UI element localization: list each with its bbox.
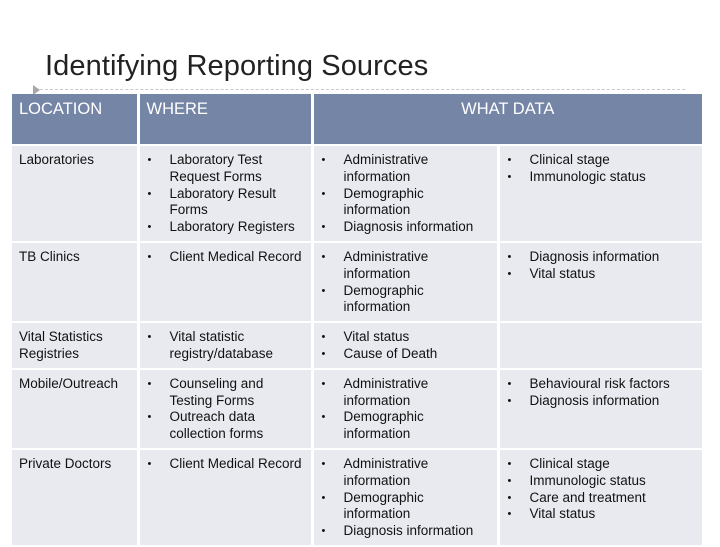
list-item: • Care and treatment xyxy=(507,490,697,507)
location-cell: Mobile/Outreach xyxy=(12,369,138,449)
location-cell: Private Doctors xyxy=(12,449,138,546)
data2-cell xyxy=(498,449,702,546)
list-item: • Demographic information xyxy=(321,409,491,443)
table-row xyxy=(12,145,702,242)
where-list xyxy=(147,249,305,266)
where-list xyxy=(147,376,305,443)
list-item: • Administrative information xyxy=(321,456,491,490)
table-row xyxy=(12,322,702,369)
data1-cell xyxy=(312,449,498,546)
list-item: • Demographic information xyxy=(321,186,491,220)
where-cell xyxy=(138,369,312,449)
where-cell xyxy=(138,242,312,322)
list-item: • Client Medical Record xyxy=(147,456,305,473)
table-row xyxy=(12,449,702,546)
table-body xyxy=(12,145,702,546)
list-item: • Diagnosis information xyxy=(507,393,697,410)
title-divider xyxy=(40,89,685,90)
location-cell: Laboratories xyxy=(12,145,138,242)
data1-list xyxy=(321,456,491,540)
data2-list xyxy=(507,152,697,186)
data2-cell xyxy=(498,369,702,449)
data2-cell xyxy=(498,242,702,322)
list-item: • Laboratory Registers xyxy=(147,219,305,236)
list-item: • Administrative information xyxy=(321,152,491,186)
where-list xyxy=(147,456,305,473)
location-cell: TB Clinics xyxy=(12,242,138,322)
list-item: • Vital status xyxy=(507,506,697,523)
list-item: • Laboratory Result Forms xyxy=(147,186,305,220)
list-item: • Counseling and Testing Forms xyxy=(147,376,305,410)
location-cell: Vital Statistics Registries xyxy=(12,322,138,369)
where-cell xyxy=(138,322,312,369)
list-item: • Vital status xyxy=(321,329,491,346)
where-cell xyxy=(138,449,312,546)
list-item: • Behavioural risk factors xyxy=(507,376,697,393)
list-item: • Cause of Death xyxy=(321,346,491,363)
list-item: • Diagnosis information xyxy=(507,249,697,266)
list-item: • Vital status xyxy=(507,266,697,283)
data1-list xyxy=(321,329,491,363)
data1-cell xyxy=(312,145,498,242)
reporting-sources-table xyxy=(12,94,702,547)
list-item: • Immunologic status xyxy=(507,473,697,490)
table-row xyxy=(12,369,702,449)
data1-cell xyxy=(312,369,498,449)
list-item: • Outreach data collection forms xyxy=(147,409,305,443)
where-cell xyxy=(138,145,312,242)
list-item: • Administrative information xyxy=(321,376,491,410)
header-location: LOCATION xyxy=(12,94,138,145)
list-item: • Clinical stage xyxy=(507,152,697,169)
table-row xyxy=(12,242,702,322)
data2-list xyxy=(507,376,697,410)
list-item: • Diagnosis information xyxy=(321,219,491,236)
list-item: • Demographic information xyxy=(321,490,491,524)
data1-list xyxy=(321,249,491,316)
list-item: • Clinical stage xyxy=(507,456,697,473)
data2-list xyxy=(507,249,697,283)
header-where: WHERE xyxy=(138,94,312,145)
list-item: • Diagnosis information xyxy=(321,523,491,540)
data1-list xyxy=(321,376,491,443)
data1-cell xyxy=(312,242,498,322)
where-list xyxy=(147,152,305,236)
header-row xyxy=(12,94,702,145)
list-item: • Immunologic status xyxy=(507,169,697,186)
list-item: • Demographic information xyxy=(321,283,491,317)
header-what-data: WHAT DATA xyxy=(312,94,702,145)
data2-cell xyxy=(498,322,702,369)
data1-cell xyxy=(312,322,498,369)
data1-list xyxy=(321,152,491,236)
list-item: • Client Medical Record xyxy=(147,249,305,266)
data2-list xyxy=(507,456,697,523)
list-item: • Laboratory Test Request Forms xyxy=(147,152,305,186)
list-item: • Vital statistic registry/database xyxy=(147,329,305,363)
list-item: • Administrative information xyxy=(321,249,491,283)
data2-cell xyxy=(498,145,702,242)
page-title: Identifying Reporting Sources xyxy=(45,50,429,82)
where-list xyxy=(147,329,305,363)
